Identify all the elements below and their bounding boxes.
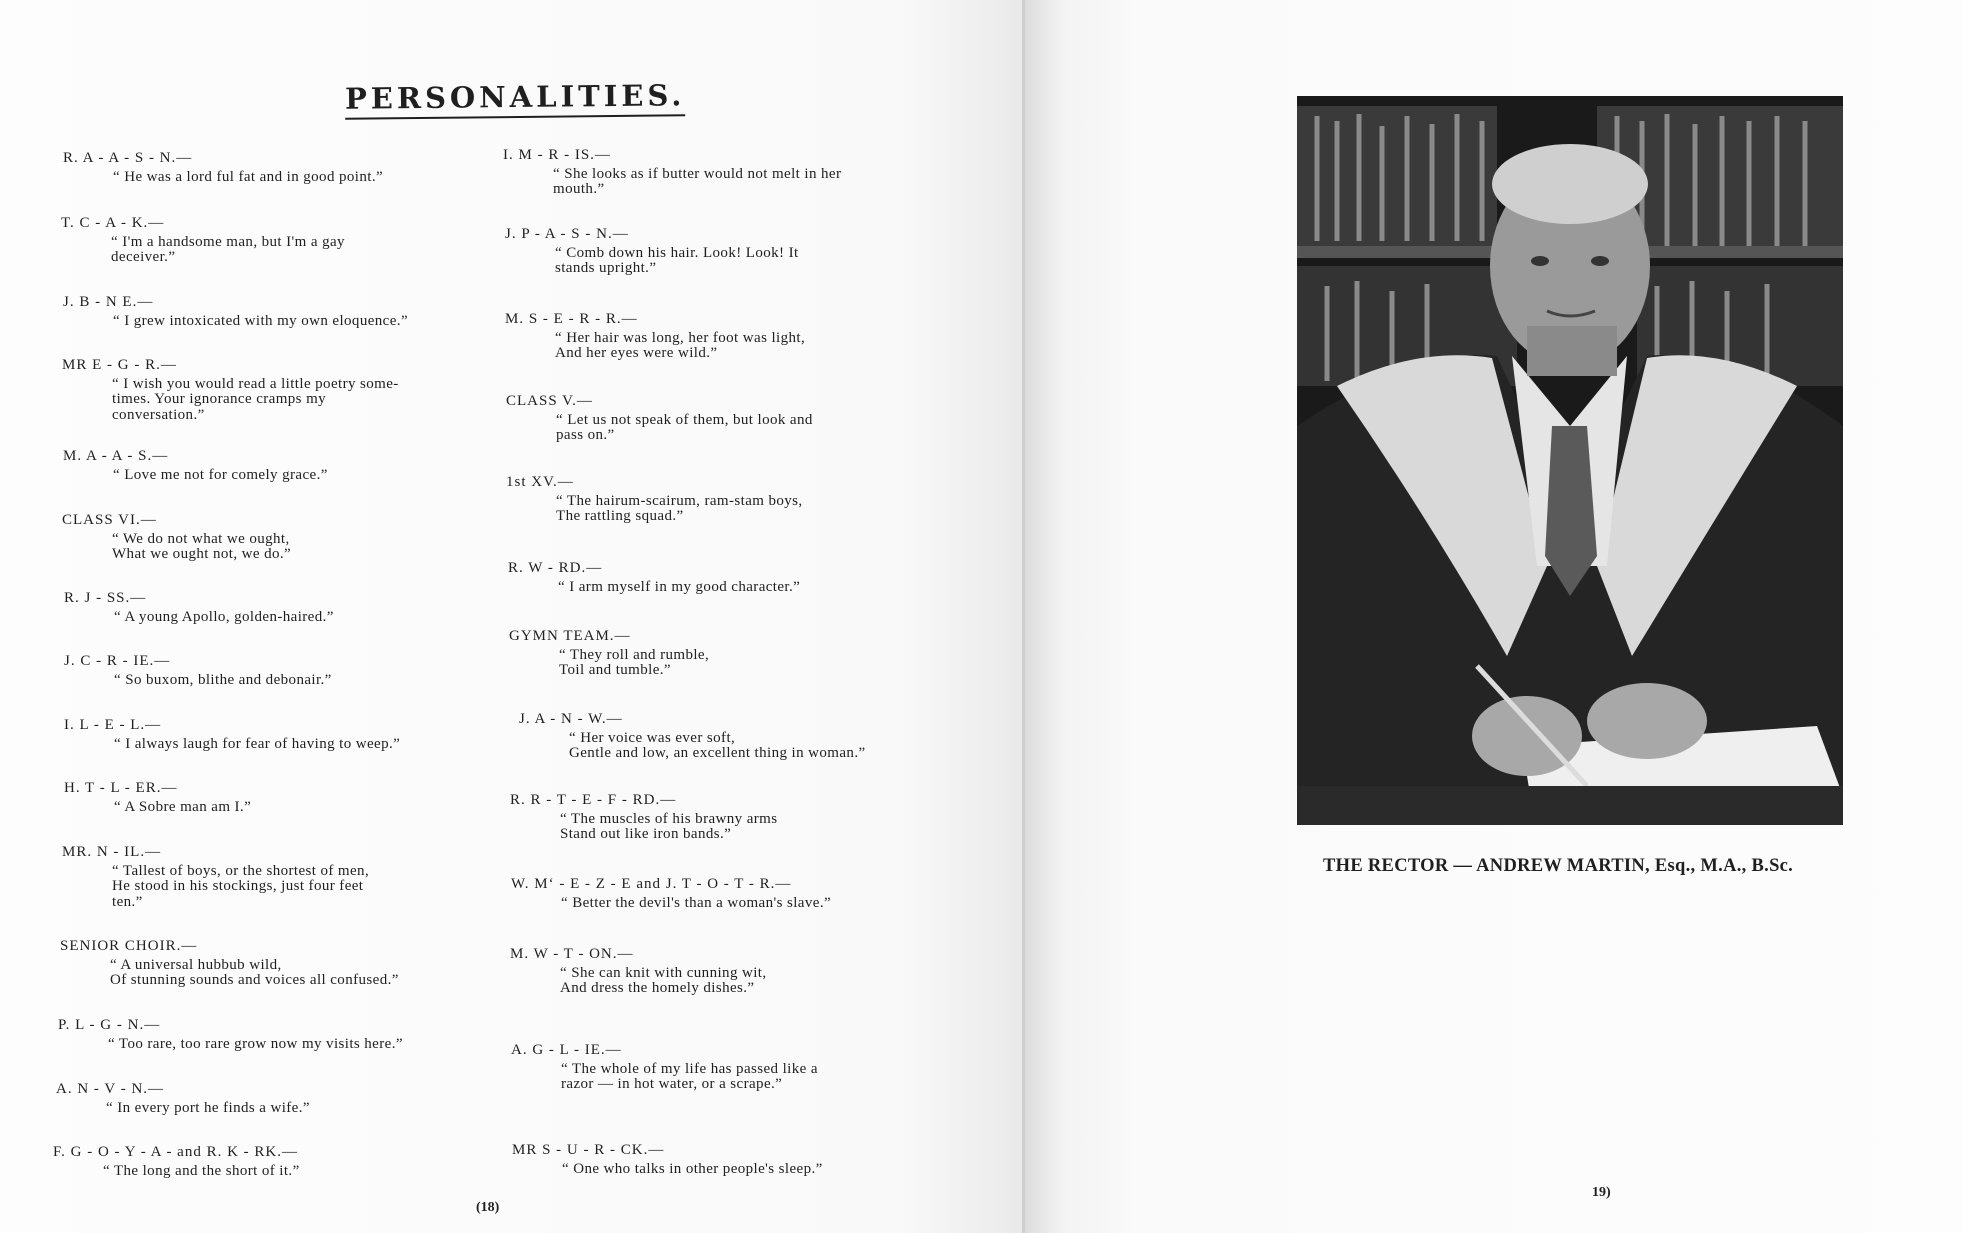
personality-entry [512, 1143, 932, 1177]
entry-quote: “ A young Apollo, golden-haired.” [114, 608, 334, 625]
entry-name: I. M - R - IS.— [503, 147, 611, 163]
entry-quote: “ A Sobre man am I.” [114, 798, 252, 815]
entry-quote: “ Love me not for comely grace.” [113, 466, 328, 483]
entry-name: MR S - U - R - CK.— [512, 1142, 665, 1158]
personality-entry [64, 781, 484, 815]
entry-quote: “ Too rare, too rare grow now my visits here.” [108, 1035, 403, 1052]
rector-photograph [1297, 96, 1843, 825]
entry-name: A. G - L - IE.— [511, 1042, 622, 1058]
personality-entry [53, 1145, 473, 1179]
personality-entry [510, 947, 930, 997]
entry-quote: “ A universal hubbub wild, Of stunning sounds and voices all confused.” [110, 956, 399, 988]
personality-entry [508, 561, 928, 595]
entry-quote: “ Better the devil's than a woman's slave.” [561, 894, 832, 911]
personality-entry [61, 216, 481, 266]
entry-name: MR E - G - R.— [62, 357, 177, 373]
personality-entry [63, 449, 483, 483]
entry-quote: “ The hairum-scairum, ram-stam boys, The rattling squad.” [556, 492, 803, 524]
entry-name: R. A - A - S - N.— [63, 150, 193, 166]
personality-entry [62, 513, 482, 563]
entry-quote: “ Her voice was ever soft, Gentle and low, an excellent thing in woman.” [569, 729, 866, 761]
photo-caption: THE RECTOR — ANDREW MARTIN, Esq., M.A., B.Sc. [1323, 856, 1794, 876]
entry-quote: “ In every port he finds a wife.” [106, 1099, 310, 1116]
entry-name: I. L - E - L.— [64, 717, 162, 733]
entry-name: M. A - A - S.— [63, 448, 169, 464]
entry-quote: “ I grew intoxicated with my own eloquence.” [113, 312, 409, 329]
entry-quote: “ He was a lord ful fat and in good point.” [113, 168, 384, 185]
entry-quote: “ I'm a handsome man, but I'm a gay deceiver.” [111, 233, 345, 265]
entry-quote: “ The whole of my life has passed like a razor — in hot water, or a scrape.” [561, 1060, 818, 1092]
entry-quote: “ She looks as if butter would not melt in her mouth.” [553, 165, 842, 197]
entry-name: CLASS V.— [506, 393, 593, 409]
entry-quote: “ They roll and rumble, Toil and tumble.” [559, 646, 710, 678]
personality-entry [62, 358, 482, 423]
entry-name: M. S - E - R - R.— [505, 311, 638, 327]
entry-name: A. N - V - N.— [56, 1081, 165, 1097]
entry-quote: “ She can knit with cunning wit, And dress the homely dishes.” [560, 964, 767, 996]
entry-quote: “ I wish you would read a little poetry some- times. Your ignorance cramps my conversation.” [112, 375, 399, 423]
personality-entry [503, 148, 923, 198]
entry-quote: “ I arm myself in my good character.” [558, 578, 801, 595]
personality-entry [511, 1043, 931, 1093]
personality-entry [510, 793, 930, 843]
personality-entry [506, 394, 926, 444]
personality-entry [505, 312, 925, 362]
entry-name: J. A - N - W.— [519, 711, 623, 727]
entry-name: 1st XV.— [506, 474, 574, 490]
personality-entry [64, 591, 484, 625]
entry-quote: “ Tallest of boys, or the shortest of men, He stood in his stockings, just four feet ten.” [112, 862, 370, 910]
personality-entry [64, 718, 484, 752]
entry-name: M. W - T - ON.— [510, 946, 634, 962]
entry-name: CLASS VI.— [62, 512, 157, 528]
entry-quote: “ Let us not speak of them, but look and pass on.” [556, 411, 813, 443]
page-number-left: (18) [476, 1200, 500, 1215]
entry-name: J. P - A - S - N.— [505, 226, 629, 242]
entry-name: W. M‘ - E - Z - E and J. T - O - T - R.— [511, 876, 792, 892]
personality-entry [519, 712, 939, 762]
entry-quote: “ The long and the short of it.” [103, 1162, 300, 1179]
entry-quote: “ I always laugh for fear of having to weep.” [114, 735, 401, 752]
page-number-right: 19) [1592, 1185, 1611, 1200]
personality-entry [60, 939, 480, 989]
entry-name: F. G - O - Y - A - and R. K - RK.— [53, 1144, 299, 1160]
entry-name: SENIOR CHOIR.— [60, 938, 198, 954]
entry-name: H. T - L - ER.— [64, 780, 178, 796]
entry-quote: “ Her hair was long, her foot was light, And her eyes were wild.” [555, 329, 806, 361]
entry-name: R. J - SS.— [64, 590, 147, 606]
personality-entry [505, 227, 925, 277]
entry-name: R. R - T - E - F - RD.— [510, 792, 677, 808]
entry-quote: “ Comb down his hair. Look! Look! It stands upright.” [555, 244, 799, 276]
personality-entry [511, 877, 931, 911]
entry-quote: “ The muscles of his brawny arms Stand out like iron bands.” [560, 810, 778, 842]
entry-quote: “ One who talks in other people's sleep.” [562, 1160, 823, 1177]
personality-entry [64, 654, 484, 688]
entry-name: GYMN TEAM.— [509, 628, 631, 644]
entry-name: J. C - R - IE.— [64, 653, 171, 669]
rector-portrait-image [1297, 96, 1843, 825]
entry-quote: “ So buxom, blithe and debonair.” [114, 671, 332, 688]
personality-entry [506, 475, 926, 525]
entry-quote: “ We do not what we ought, What we ought not, we do.” [112, 530, 292, 562]
personality-entry [58, 1018, 478, 1052]
personality-entry [56, 1082, 476, 1116]
personality-entry [509, 629, 929, 679]
entry-name: R. W - RD.— [508, 560, 603, 576]
page-title: PERSONALITIES. [345, 78, 686, 120]
personality-entry [63, 295, 483, 329]
entry-name: T. C - A - K.— [61, 215, 165, 231]
personality-entry [62, 845, 482, 910]
personality-entry [63, 151, 483, 185]
entry-name: MR. N - IL.— [62, 844, 162, 860]
entry-name: P. L - G - N.— [58, 1017, 161, 1033]
entry-name: J. B - N E.— [63, 294, 154, 310]
